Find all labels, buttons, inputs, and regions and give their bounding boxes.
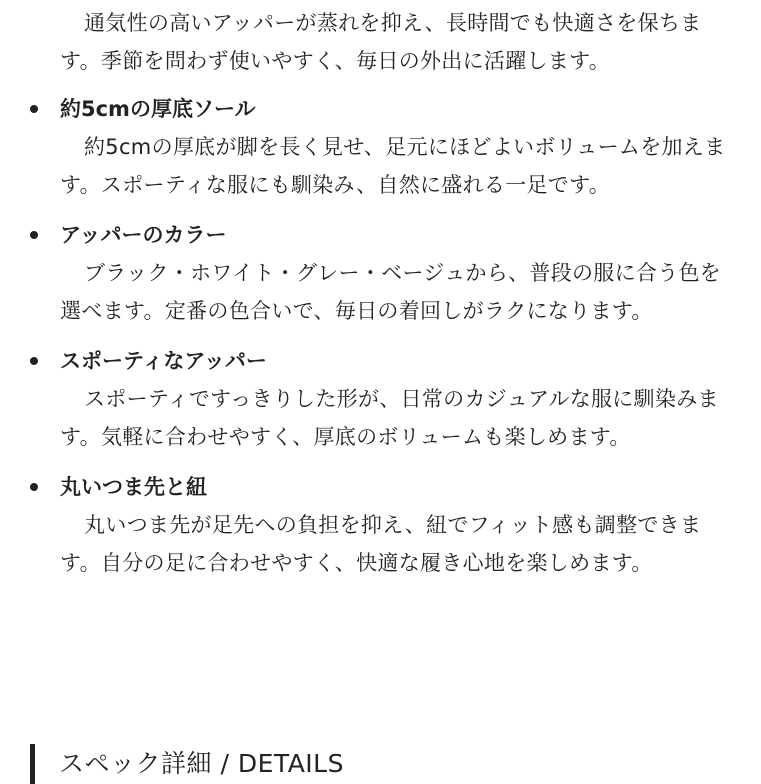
feature-title: スポーティなアッパー	[60, 349, 267, 373]
feature-item-round-toe	[0, 468, 740, 582]
feature-body: ブラック・ホワイト・グレー・ベージュから、普段の服に合う色を選べます。定番の色合いで、毎日の着回しがラクになります。	[60, 261, 722, 323]
feature-body: 約5cmの厚底が脚を長く見せ、足元にほどよいボリュームを加えます。スポーティな服にも馴染み、自然に盛れる一足です。	[60, 135, 726, 197]
heading-accent-bar	[30, 744, 35, 784]
feature-body: スポーティですっきりした形が、日常のカジュアルな服に馴染みます。気軽に合わせやすく、厚底のボリュームも楽しめます。	[60, 387, 719, 449]
section-heading-details	[30, 744, 344, 784]
feature-item-sporty-upper	[0, 342, 740, 456]
feature-body: 丸いつま先が足先への負担を抑え、紐でフィット感も調整できます。自分の足に合わせやすく、快適な履き心地を楽しめます。	[60, 513, 702, 575]
feature-title: 丸いつま先と紐	[60, 475, 207, 499]
intro-paragraph: 通気性の高いアッパーが蒸れを抑え、長時間でも快適さを保ちます。季節を問わず使いやすく、毎日の外出に活躍します。	[60, 11, 702, 73]
feature-item-upper-color	[0, 216, 740, 330]
bullet-icon	[30, 357, 38, 365]
bullet-icon	[30, 231, 38, 239]
feature-list	[0, 90, 761, 594]
bullet-icon	[30, 483, 38, 491]
feature-title: 約5cmの厚底ソール	[60, 97, 256, 121]
bullet-icon	[30, 105, 38, 113]
feature-title: アッパーのカラー	[60, 223, 227, 247]
feature-item-thick-sole	[0, 90, 740, 204]
section-heading-text: スペック詳細 / DETAILS	[59, 749, 344, 778]
